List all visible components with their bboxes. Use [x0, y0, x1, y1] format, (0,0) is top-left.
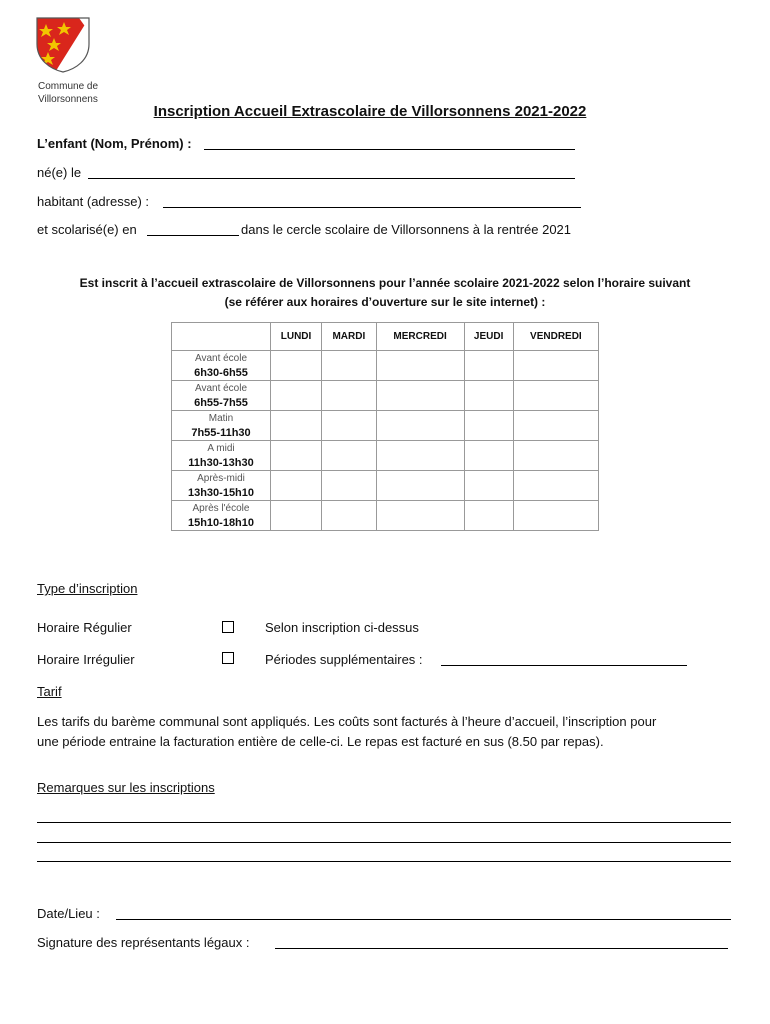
schedule-cell[interactable]: [376, 381, 464, 411]
school-year-field[interactable]: [147, 235, 239, 236]
coat-of-arms-logo: [34, 16, 92, 74]
schedule-cell[interactable]: [322, 381, 377, 411]
schedule-corner: [172, 323, 271, 351]
schedule-cell[interactable]: [513, 501, 598, 531]
schedule-cell[interactable]: [376, 441, 464, 471]
schedule-row: [172, 411, 599, 441]
slot-label: [172, 501, 271, 531]
schedule-cell[interactable]: [464, 381, 513, 411]
remarks-line[interactable]: [37, 861, 731, 862]
slot-time: 7h55-11h30: [191, 426, 251, 439]
schedule-cell[interactable]: [464, 411, 513, 441]
schedule-cell[interactable]: [271, 351, 322, 381]
date-label: Date/Lieu :: [37, 906, 100, 921]
irregular-checkbox[interactable]: [222, 652, 234, 664]
schedule-cell[interactable]: [376, 351, 464, 381]
schedule-row: [172, 441, 599, 471]
born-field[interactable]: [88, 178, 575, 179]
slot-label: [172, 441, 271, 471]
tarif-text: [37, 712, 656, 752]
remarks-line[interactable]: [37, 842, 731, 843]
child-name-label: L’enfant (Nom, Prénom) :: [37, 136, 192, 151]
schedule-cell[interactable]: [271, 441, 322, 471]
schedule-cell[interactable]: [271, 411, 322, 441]
schedule-cell[interactable]: [376, 471, 464, 501]
slot-name: Avant école: [194, 352, 248, 364]
schedule-cell[interactable]: [271, 381, 322, 411]
schedule-cell[interactable]: [513, 351, 598, 381]
regular-desc: Selon inscription ci-dessus: [265, 620, 419, 635]
tarif-line-1: Les tarifs du barème communal sont appliqués. Les coûts sont facturés à l’heure d’accueil, l’inscription pour: [37, 714, 657, 729]
schedule-cell[interactable]: [322, 351, 377, 381]
schedule-cell[interactable]: [322, 411, 377, 441]
signature-field[interactable]: [275, 948, 728, 949]
school-prefix: et scolarisé(e) en: [37, 222, 137, 237]
day-header: MERCREDI: [376, 323, 464, 351]
schedule-table: [171, 322, 599, 531]
schedule-cell[interactable]: [464, 471, 513, 501]
date-field[interactable]: [116, 919, 731, 920]
intro-text: [0, 274, 770, 312]
schedule-header-row: [172, 323, 599, 351]
schedule-cell[interactable]: [464, 501, 513, 531]
regular-checkbox[interactable]: [222, 621, 234, 633]
tarif-heading: Tarif: [37, 684, 62, 699]
signature-label: Signature des représentants légaux :: [37, 935, 250, 950]
remarks-heading: Remarques sur les inscriptions: [37, 780, 215, 795]
schedule-cell[interactable]: [322, 501, 377, 531]
schedule-cell[interactable]: [513, 381, 598, 411]
schedule-cell[interactable]: [271, 501, 322, 531]
slot-time: 15h10-18h10: [187, 516, 255, 529]
slot-time: 11h30-13h30: [188, 456, 254, 469]
commune-line-1: Commune de: [38, 81, 99, 92]
page-title: Inscription Accueil Extrascolaire de Villorsonnens 2021-2022: [153, 103, 587, 120]
schedule-row: [172, 471, 599, 501]
child-name-field[interactable]: [204, 149, 575, 150]
slot-time: 6h30-6h55: [194, 366, 248, 379]
schedule-cell[interactable]: [464, 351, 513, 381]
slot-name: Après-midi: [197, 472, 245, 484]
slot-name: Avant école: [194, 382, 248, 394]
schedule-cell[interactable]: [322, 441, 377, 471]
extra-periods-field[interactable]: [441, 665, 687, 666]
day-header: JEUDI: [464, 323, 513, 351]
type-heading: Type d’inscription: [37, 581, 138, 596]
irregular-desc: Périodes supplémentaires :: [265, 652, 423, 667]
schedule-cell[interactable]: [513, 441, 598, 471]
schedule-cell[interactable]: [322, 471, 377, 501]
address-field[interactable]: [163, 207, 581, 208]
slot-label: [172, 381, 271, 411]
schedule-cell[interactable]: [464, 441, 513, 471]
slot-label: [172, 411, 271, 441]
slot-name: Après l'école: [192, 502, 250, 514]
schedule-row: [172, 381, 599, 411]
address-label: habitant (adresse) :: [37, 194, 150, 209]
commune-line-2: Villorsonnens: [38, 94, 98, 105]
slot-time: 6h55-7h55: [194, 396, 248, 409]
intro-line-1: Est inscrit à l’accueil extrascolaire de Villorsonnens pour l’année scolaire 2021-2022 selon l’horaire suivant: [79, 276, 691, 290]
day-header: MARDI: [322, 323, 377, 351]
schedule-row: [172, 501, 599, 531]
slot-name: A midi: [207, 442, 235, 454]
school-suffix: dans le cercle scolaire de Villorsonnens à la rentrée 2021: [241, 222, 572, 237]
day-header: VENDREDI: [513, 323, 598, 351]
day-header: LUNDI: [271, 323, 322, 351]
regular-label: Horaire Régulier: [37, 620, 132, 635]
slot-name: Matin: [208, 412, 234, 424]
born-label: né(e) le: [37, 165, 82, 180]
irregular-label: Horaire Irrégulier: [37, 652, 135, 667]
remarks-line[interactable]: [37, 822, 731, 823]
slot-label: [172, 471, 271, 501]
schedule-row: [172, 351, 599, 381]
slot-label: [172, 351, 271, 381]
schedule-cell[interactable]: [376, 501, 464, 531]
slot-time: 13h30-15h10: [187, 486, 255, 499]
schedule-cell[interactable]: [513, 411, 598, 441]
intro-line-2: (se référer aux horaires d’ouverture sur le site internet) :: [224, 295, 546, 309]
tarif-line-2: une période entraine la facturation entière de celle-ci. Le repas est facturé en sus (8.50 par repas).: [37, 734, 604, 749]
schedule-cell[interactable]: [271, 471, 322, 501]
schedule-cell[interactable]: [376, 411, 464, 441]
schedule-cell[interactable]: [513, 471, 598, 501]
